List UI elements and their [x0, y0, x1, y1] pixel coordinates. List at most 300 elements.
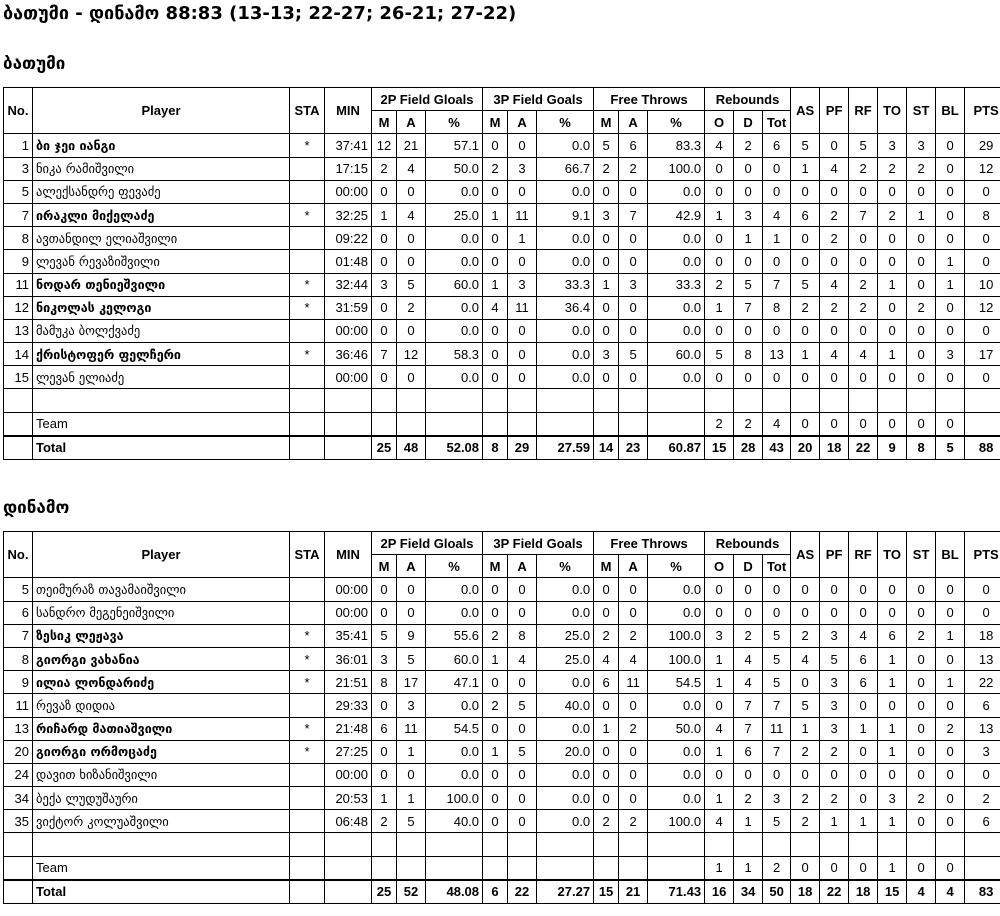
player-name: ქრისტოფერ ფელჩერი: [33, 343, 290, 366]
empty-cell: [878, 389, 907, 412]
minutes: 20:53: [325, 787, 372, 810]
empty-cell: [907, 389, 936, 412]
stat-fg3a: 0: [508, 180, 537, 203]
stat-to: 1: [878, 717, 907, 740]
player-name: ავთანდილ ელიაშვილი: [33, 227, 290, 250]
team-row: [4, 412, 1000, 436]
stat-rf: 6: [849, 671, 878, 694]
player-name: ბი ჯეი იანგი: [33, 134, 290, 157]
total-rf: 22: [849, 436, 878, 460]
stat-fg3p: 0.0: [537, 671, 594, 694]
stat-fg2a: 0: [397, 763, 426, 786]
empty-cell: [33, 833, 290, 856]
stat-fg3a: 0: [508, 763, 537, 786]
stat-st: 0: [907, 319, 936, 342]
stat-fta: 0: [619, 319, 648, 342]
total-to: 9: [878, 436, 907, 460]
sub-header-m: M: [372, 555, 397, 578]
stat-st: 2: [907, 157, 936, 180]
stat-fta: 0: [619, 694, 648, 717]
stat-rf: 1: [849, 810, 878, 833]
minutes: 06:48: [325, 810, 372, 833]
minutes: 00:00: [325, 578, 372, 601]
stat-ftp: 33.3: [648, 273, 705, 296]
stat-fg3a: 11: [508, 296, 537, 319]
col-header-no: No.: [4, 532, 33, 578]
stat-fg2a: 0: [397, 250, 426, 273]
stat-fta: 2: [619, 810, 648, 833]
stat-pts: 0: [965, 578, 1000, 601]
minutes: 31:59: [325, 296, 372, 319]
stat-fg2p: 57.1: [426, 134, 483, 157]
stat-to: 1: [878, 740, 907, 763]
player-name: რევაზ დიდია: [33, 694, 290, 717]
sub-header-pct: %: [426, 111, 483, 134]
stat-rd: 7: [734, 296, 763, 319]
player-name: ნოდარ თენიეშვილი: [33, 273, 290, 296]
empty-cell: [290, 412, 325, 436]
player-name: თეიმურაზ თავამაიშვილი: [33, 578, 290, 601]
total-rd: 28: [734, 436, 763, 460]
empty-cell: [734, 389, 763, 412]
team-name-home: ბათუმი: [3, 54, 66, 74]
player-row: [4, 273, 1000, 296]
stat-ro: 0: [705, 694, 734, 717]
stat-rd: 6: [734, 740, 763, 763]
col-header-ft: Free Throws: [594, 532, 705, 555]
starter-mark: *: [290, 273, 325, 296]
stat-to: 0: [878, 296, 907, 319]
team-stat-bl: 0: [936, 412, 965, 436]
stat-fg3m: 2: [483, 694, 508, 717]
empty-cell: [290, 880, 325, 904]
stat-rd: 7: [734, 717, 763, 740]
stat-ftm: 0: [594, 578, 619, 601]
total-fta: 21: [619, 880, 648, 904]
empty-cell: [372, 833, 397, 856]
stat-ftp: 0.0: [648, 694, 705, 717]
total-as: 18: [791, 880, 820, 904]
stat-fg3a: 0: [508, 343, 537, 366]
stat-pf: 5: [820, 647, 849, 670]
stat-fg3p: 0.0: [537, 250, 594, 273]
col-header-bl: BL: [936, 88, 965, 134]
stat-st: 1: [907, 203, 936, 226]
stat-fg3p: 0.0: [537, 343, 594, 366]
stat-fg2a: 11: [397, 717, 426, 740]
stat-as: 6: [791, 203, 820, 226]
stat-rf: 2: [849, 296, 878, 319]
stat-fg3p: 9.1: [537, 203, 594, 226]
stat-rt: 3: [763, 787, 791, 810]
stat-as: 2: [791, 787, 820, 810]
stat-ftm: 0: [594, 296, 619, 319]
stat-ftm: 3: [594, 203, 619, 226]
stat-st: 0: [907, 366, 936, 389]
empty-cell: [537, 833, 594, 856]
stat-fg3p: 33.3: [537, 273, 594, 296]
stat-bl: 0: [936, 134, 965, 157]
team-row-label: Team: [33, 412, 290, 436]
starter-mark: *: [290, 203, 325, 226]
player-row: [4, 250, 1000, 273]
empty-cell: [397, 412, 426, 436]
col-header-min: MIN: [325, 88, 372, 134]
stat-ro: 1: [705, 296, 734, 319]
stat-rd: 0: [734, 601, 763, 624]
empty-cell: [397, 389, 426, 412]
stat-to: 2: [878, 157, 907, 180]
player-row: [4, 647, 1000, 670]
stat-st: 2: [907, 787, 936, 810]
empty-cell: [4, 856, 33, 880]
stat-ro: 5: [705, 343, 734, 366]
stat-to: 0: [878, 180, 907, 203]
minutes: 00:00: [325, 180, 372, 203]
col-header-rebounds: Rebounds: [705, 532, 791, 555]
team-stat-to: 0: [878, 412, 907, 436]
stat-fg3m: 0: [483, 180, 508, 203]
empty-cell: [648, 856, 705, 880]
empty-cell: [33, 389, 290, 412]
stat-fg2p: 0.0: [426, 227, 483, 250]
stat-to: 3: [878, 134, 907, 157]
stat-rt: 0: [763, 366, 791, 389]
team-row: [4, 856, 1000, 880]
stat-fg3a: 0: [508, 671, 537, 694]
stat-as: 0: [791, 763, 820, 786]
stat-fg3p: 25.0: [537, 624, 594, 647]
total-rf: 18: [849, 880, 878, 904]
minutes: 00:00: [325, 601, 372, 624]
player-number: 1: [4, 134, 33, 157]
stat-fg2a: 1: [397, 787, 426, 810]
player-number: 20: [4, 740, 33, 763]
sub-header-pct: %: [426, 555, 483, 578]
empty-cell: [705, 389, 734, 412]
empty-cell: [648, 389, 705, 412]
stat-bl: 0: [936, 157, 965, 180]
starter-mark: [290, 227, 325, 250]
stat-to: 0: [878, 319, 907, 342]
team-row-label: Team: [33, 856, 290, 880]
stat-ro: 0: [705, 319, 734, 342]
sub-header-m: M: [372, 111, 397, 134]
player-name: ნიკოლას კელოგი: [33, 296, 290, 319]
empty-cell: [325, 856, 372, 880]
sub-header-tot: Tot: [763, 555, 791, 578]
player-name: ნიკა რამიშვილი: [33, 157, 290, 180]
stat-fg2m: 3: [372, 647, 397, 670]
empty-cell: [594, 389, 619, 412]
stat-fg3m: 0: [483, 343, 508, 366]
total-fg2m: 25: [372, 880, 397, 904]
stat-fg2m: 1: [372, 787, 397, 810]
stat-st: 0: [907, 694, 936, 717]
player-number: 9: [4, 671, 33, 694]
col-header-player: Player: [33, 88, 290, 134]
stat-rd: 0: [734, 157, 763, 180]
col-header-sta: STA: [290, 532, 325, 578]
team-stat-as: 0: [791, 412, 820, 436]
stat-st: 2: [907, 296, 936, 319]
total-label: Total: [33, 436, 290, 460]
stat-bl: 0: [936, 203, 965, 226]
stat-bl: 0: [936, 763, 965, 786]
stat-rd: 0: [734, 180, 763, 203]
empty-cell: [648, 833, 705, 856]
stat-fta: 0: [619, 296, 648, 319]
stat-ftm: 0: [594, 250, 619, 273]
stat-fg3a: 0: [508, 810, 537, 833]
stat-fta: 5: [619, 343, 648, 366]
empty-cell: [619, 833, 648, 856]
stat-fg3p: 25.0: [537, 647, 594, 670]
stat-fg2a: 5: [397, 273, 426, 296]
stat-ftm: 0: [594, 601, 619, 624]
sub-header-m: M: [594, 111, 619, 134]
stat-ftm: 0: [594, 227, 619, 250]
stat-bl: 0: [936, 647, 965, 670]
col-header-st: ST: [907, 532, 936, 578]
stat-rf: 0: [849, 180, 878, 203]
team-stat-to: 1: [878, 856, 907, 880]
stat-pts: 0: [965, 180, 1000, 203]
stat-as: 0: [791, 578, 820, 601]
stat-fg3m: 0: [483, 227, 508, 250]
stat-bl: 0: [936, 319, 965, 342]
team-stat-bl: 0: [936, 856, 965, 880]
stat-rd: 0: [734, 319, 763, 342]
total-st: 8: [907, 436, 936, 460]
stat-rf: 4: [849, 624, 878, 647]
total-fta: 23: [619, 436, 648, 460]
stat-fg2p: 58.3: [426, 343, 483, 366]
stat-fta: 0: [619, 763, 648, 786]
player-name: მამუკა ბოლქვაძე: [33, 319, 290, 342]
team-stat-rt: 2: [763, 856, 791, 880]
stat-ftm: 0: [594, 180, 619, 203]
empty-cell: [763, 833, 791, 856]
stat-pts: 6: [965, 810, 1000, 833]
stat-ftp: 100.0: [648, 810, 705, 833]
stat-fg3a: 0: [508, 601, 537, 624]
starter-mark: *: [290, 740, 325, 763]
stat-as: 5: [791, 273, 820, 296]
stat-pts: 0: [965, 250, 1000, 273]
stat-fg3m: 0: [483, 134, 508, 157]
stat-to: 1: [878, 647, 907, 670]
team-stat-rd: 2: [734, 412, 763, 436]
stat-as: 5: [791, 694, 820, 717]
stat-fg2m: 0: [372, 227, 397, 250]
stat-ftp: 0.0: [648, 319, 705, 342]
stat-as: 2: [791, 810, 820, 833]
stat-pf: 2: [820, 740, 849, 763]
player-number: 11: [4, 694, 33, 717]
player-number: 24: [4, 763, 33, 786]
player-number: 6: [4, 601, 33, 624]
stat-fg3a: 0: [508, 366, 537, 389]
stat-fg3a: 0: [508, 787, 537, 810]
stat-ro: 4: [705, 134, 734, 157]
stat-fg3p: 0.0: [537, 787, 594, 810]
empty-cell: [372, 856, 397, 880]
empty-cell: [648, 412, 705, 436]
total-as: 20: [791, 436, 820, 460]
stat-ro: 4: [705, 810, 734, 833]
col-header-pf: PF: [820, 532, 849, 578]
stat-fg3a: 0: [508, 717, 537, 740]
stat-rt: 0: [763, 250, 791, 273]
minutes: 00:00: [325, 763, 372, 786]
stat-fg2p: 25.0: [426, 203, 483, 226]
stat-fg2m: 0: [372, 296, 397, 319]
stat-fg2p: 54.5: [426, 717, 483, 740]
stat-ro: 1: [705, 203, 734, 226]
stat-fta: 4: [619, 647, 648, 670]
stat-rt: 11: [763, 717, 791, 740]
stat-ftm: 0: [594, 740, 619, 763]
total-ftm: 15: [594, 880, 619, 904]
empty-cell: [734, 833, 763, 856]
player-number: 3: [4, 157, 33, 180]
stat-to: 1: [878, 671, 907, 694]
total-fg3p: 27.59: [537, 436, 594, 460]
stat-rt: 0: [763, 763, 791, 786]
stat-rt: 5: [763, 647, 791, 670]
stat-fg3p: 0.0: [537, 134, 594, 157]
stat-rt: 0: [763, 180, 791, 203]
total-bl: 5: [936, 436, 965, 460]
team-name-away: დინამო: [3, 498, 70, 518]
stat-fg2m: 6: [372, 717, 397, 740]
total-ftp: 60.87: [648, 436, 705, 460]
stat-rf: 4: [849, 343, 878, 366]
stat-fta: 0: [619, 578, 648, 601]
col-header-pts: PTS: [965, 532, 1000, 578]
stat-pts: 10: [965, 273, 1000, 296]
stat-fg2p: 0.0: [426, 250, 483, 273]
starter-mark: [290, 157, 325, 180]
stat-pf: 2: [820, 203, 849, 226]
stat-ftm: 2: [594, 624, 619, 647]
sub-header-pct: %: [648, 111, 705, 134]
stat-fta: 0: [619, 740, 648, 763]
starter-mark: [290, 180, 325, 203]
stat-fg3a: 0: [508, 250, 537, 273]
minutes: 21:48: [325, 717, 372, 740]
stat-to: 6: [878, 624, 907, 647]
stat-rt: 0: [763, 601, 791, 624]
stat-fg2p: 0.0: [426, 578, 483, 601]
stat-fg3m: 0: [483, 671, 508, 694]
stat-rt: 0: [763, 578, 791, 601]
stat-fg2m: 2: [372, 810, 397, 833]
stat-st: 0: [907, 671, 936, 694]
box-score-table-away: [3, 531, 1000, 904]
stat-rf: 0: [849, 227, 878, 250]
stat-pts: 0: [965, 366, 1000, 389]
total-ftm: 14: [594, 436, 619, 460]
starter-mark: *: [290, 296, 325, 319]
minutes: 29:33: [325, 694, 372, 717]
empty-cell: [537, 412, 594, 436]
stat-fg3m: 1: [483, 647, 508, 670]
stat-rt: 6: [763, 134, 791, 157]
total-label: Total: [33, 880, 290, 904]
empty-cell: [372, 389, 397, 412]
team-stat-ro: 1: [705, 856, 734, 880]
stat-ftp: 0.0: [648, 601, 705, 624]
stat-fta: 0: [619, 601, 648, 624]
stat-fg2m: 0: [372, 694, 397, 717]
stat-fg2a: 0: [397, 601, 426, 624]
empty-cell: [619, 412, 648, 436]
player-number: 7: [4, 203, 33, 226]
stat-rf: 2: [849, 157, 878, 180]
stat-ftm: 0: [594, 319, 619, 342]
empty-cell: [325, 833, 372, 856]
stat-ftp: 60.0: [648, 343, 705, 366]
stat-pf: 2: [820, 227, 849, 250]
stat-fg2p: 0.0: [426, 180, 483, 203]
stat-pts: 0: [965, 763, 1000, 786]
stat-fta: 3: [619, 273, 648, 296]
col-header-player: Player: [33, 532, 290, 578]
stat-fg3m: 1: [483, 740, 508, 763]
empty-cell: [508, 389, 537, 412]
empty-cell: [426, 833, 483, 856]
player-name: დავით ხიზანიშვილი: [33, 763, 290, 786]
total-ftp: 71.43: [648, 880, 705, 904]
stat-as: 0: [791, 227, 820, 250]
stat-ro: 0: [705, 578, 734, 601]
minutes: 21:51: [325, 671, 372, 694]
stat-fg3a: 5: [508, 694, 537, 717]
stat-st: 0: [907, 578, 936, 601]
empty-cell: [290, 389, 325, 412]
stat-ftp: 0.0: [648, 787, 705, 810]
stat-fg2p: 40.0: [426, 810, 483, 833]
stat-pts: 18: [965, 624, 1000, 647]
stat-bl: 0: [936, 366, 965, 389]
empty-cell: [325, 436, 372, 460]
col-header-rf: RF: [849, 88, 878, 134]
stat-rf: 0: [849, 250, 878, 273]
stat-fta: 0: [619, 366, 648, 389]
minutes: 27:25: [325, 740, 372, 763]
empty-cell: [705, 833, 734, 856]
stat-fg2m: 1: [372, 203, 397, 226]
stat-bl: 0: [936, 694, 965, 717]
stat-fg2p: 0.0: [426, 763, 483, 786]
player-name: ლევან რევაზიშვილი: [33, 250, 290, 273]
stat-rd: 0: [734, 366, 763, 389]
empty-cell: [4, 880, 33, 904]
stat-rf: 7: [849, 203, 878, 226]
empty-cell: [508, 833, 537, 856]
empty-cell: [594, 856, 619, 880]
total-fg3m: 8: [483, 436, 508, 460]
stat-ftp: 0.0: [648, 366, 705, 389]
stat-fg2p: 0.0: [426, 319, 483, 342]
player-row: [4, 366, 1000, 389]
stat-fg2a: 0: [397, 578, 426, 601]
stat-fg3p: 0.0: [537, 717, 594, 740]
empty-cell: [290, 856, 325, 880]
stat-fg3p: 0.0: [537, 601, 594, 624]
